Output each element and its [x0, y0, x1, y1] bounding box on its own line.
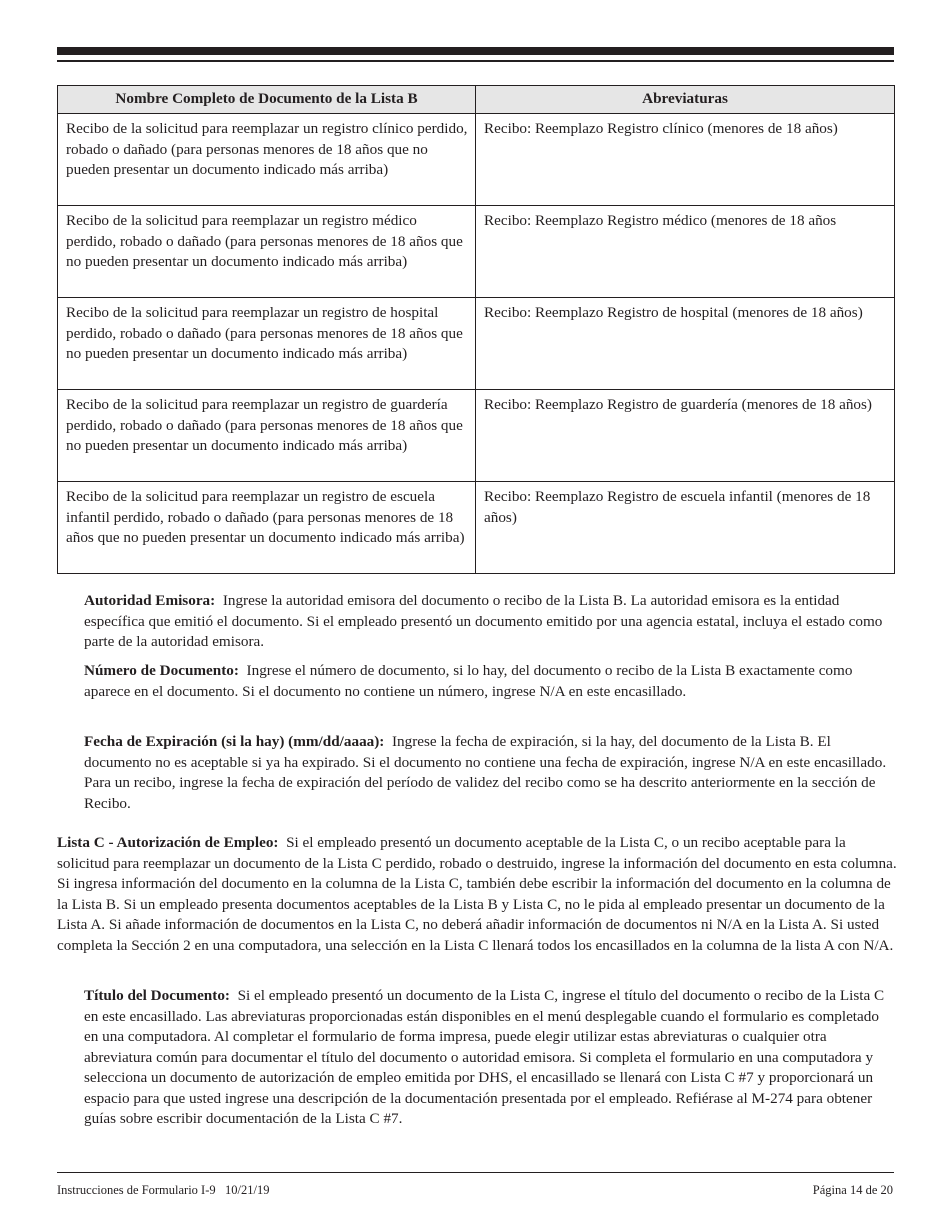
abbreviation-cell: Recibo: Reemplazo Registro de escuela infantil (menores de 18 años) [476, 482, 895, 574]
document-name-cell: Recibo de la solicitud para reemplazar un registro de guardería perdido, robado o dañado (para personas menores de 18 años que no pueden presentar un documento indicado más arriba) [58, 390, 476, 482]
table-row [58, 482, 895, 574]
document-name-cell: Recibo de la solicitud para reemplazar un registro de escuela infantil perdido, robado o dañado (para personas menores de 18 años que no pueden presentar un documento indicado más arriba) [58, 482, 476, 574]
header-rule-thin [57, 60, 894, 62]
document-name-cell: Recibo de la solicitud para reemplazar un registro médico perdido, robado o dañado (para personas menores de 18 años que no pueden presentar un documento indicado más arriba) [58, 206, 476, 298]
document-name-cell: Recibo de la solicitud para reemplazar un registro de hospital perdido, robado o dañado (para personas menores de 18 años que no pueden presentar un documento indicado más arriba) [58, 298, 476, 390]
footer-page-number: Página 14 de 20 [812, 1183, 893, 1197]
document-number-label: Número de Documento: [84, 662, 239, 679]
document-number-paragraph [84, 661, 896, 702]
footer-form-info: Instrucciones de Formulario I-9 10/21/19 [57, 1183, 270, 1197]
table-header-row [58, 86, 895, 114]
table-row [58, 114, 895, 206]
footer-rule [57, 1172, 894, 1173]
document-title-paragraph [84, 986, 896, 1130]
list-c-paragraph [57, 833, 897, 956]
list-c-label: Lista C - Autorización de Empleo: [57, 834, 279, 851]
abbreviation-cell: Recibo: Reemplazo Registro de hospital (menores de 18 años) [476, 298, 895, 390]
expiration-date-text: Ingrese la fecha de expiración, si la hay, del documento de la Lista B. El documento no es aceptable si ya ha expirado. Si el documento no contiene una fecha de expiración, ingrese N/A en este encasillado. Para un recibo, ingrese la fecha de expiración del período de validez del recibo como se ha descrito anteriormente en la sección de Recibo. [84, 733, 887, 812]
header-rule-thick [57, 47, 894, 55]
document-name-cell: Recibo de la solicitud para reemplazar un registro clínico perdido, robado o dañado (para personas menores de 18 años que no pueden presentar un documento indicado más arriba) [58, 114, 476, 206]
abbreviation-cell: Recibo: Reemplazo Registro médico (menores de 18 años [476, 206, 895, 298]
column-header-abbreviations: Abreviaturas [476, 86, 895, 114]
document-title-label: Título del Documento: [84, 987, 230, 1004]
expiration-date-paragraph [84, 732, 896, 814]
list-b-documents-table [57, 85, 895, 574]
table-row [58, 206, 895, 298]
document-title-text: Si el empleado presentó un documento de la Lista C, ingrese el título del documento o recibo de la Lista C en este encasillado. Las abreviaturas proporcionadas están disponibles en el menú desplegable cuando el formulario es completado en una computadora. Al completar el formulario de forma impresa, puede elegir utilizar estas abreviaturas o cualquier otra abreviatura común para documentar el título del documento o autoridad emisora. Si completa el formulario en una computadora y selecciona un documento de autorización de empleo emitida por DHS, el encasillado se llenará con Lista C #7 y proporcionará un espacio para que usted ingrese una descripción de la documentación presentada por el empleado. Refiérase al M-274 para obtener guías sobre escribir documentación de la Lista C #7. [84, 987, 885, 1127]
issuing-authority-text: Ingrese la autoridad emisora del documento o recibo de la Lista B. La autoridad emisora es la entidad específica que emitió el documento. Si el empleado presentó un documento emitido por una agencia estatal, incluya el estado como parte de la autoridad emisora. [84, 592, 883, 650]
table-row [58, 390, 895, 482]
issuing-authority-paragraph [84, 591, 896, 653]
abbreviation-cell: Recibo: Reemplazo Registro clínico (menores de 18 años) [476, 114, 895, 206]
issuing-authority-label: Autoridad Emisora: [84, 592, 216, 609]
column-header-document-name: Nombre Completo de Documento de la Lista B [58, 86, 476, 114]
abbreviation-cell: Recibo: Reemplazo Registro de guardería (menores de 18 años) [476, 390, 895, 482]
list-c-text: Si el empleado presentó un documento aceptable de la Lista C, o un recibo aceptable para la solicitud para reemplazar un documento de la Lista C perdido, robado o destruido, ingrese la información del documento en esta columna. Si ingresa información del documento en la columna de la Lista C, también debe escribir la información del documento en la columna de la Lista B. Si un empleado presenta documentos aceptables de la Lista B y Lista C, no le pida al empleado presentar un documento de la Lista A. Si añade información de documentos en la Lista C, no deberá añadir información de documentos ni N/A en la Lista A. Si usted completa la Sección 2 en una computadora, una selección en la Lista C llenará todos los encasillados en la columna de la lista A con N/A. [57, 834, 897, 954]
expiration-date-label: Fecha de Expiración (si la hay) (mm/dd/aaaa): [84, 733, 385, 750]
document-number-text: Ingrese el número de documento, si lo hay, del documento o recibo de la Lista B exactamente como aparece en el documento. Si el documento no contiene un número, ingrese N/A en este encasillado. [84, 662, 853, 700]
table-row [58, 298, 895, 390]
